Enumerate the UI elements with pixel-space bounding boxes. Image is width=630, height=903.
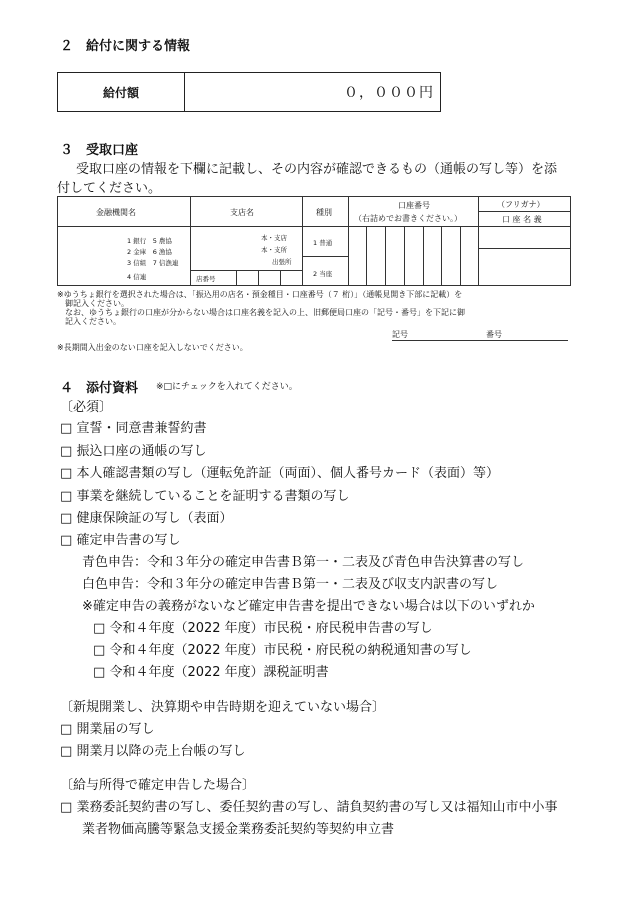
store-number-label: 店番号: [196, 275, 216, 283]
checkbox-icon[interactable]: □: [60, 466, 73, 481]
section2-heading: ２ 給付に関する情報: [60, 39, 191, 54]
new-business-item-ledger[interactable]: [60, 740, 245, 759]
new-business-item-label: 開業月以降の売上台帳の写し: [76, 744, 246, 759]
account-type-toza: 2 当座: [313, 270, 333, 278]
salary-item-label-line1: 業務委託契約書の写し、委任契約書の写し、請負契約書の写し又は福知山市中小事: [76, 800, 558, 815]
new-business-item-label: 開業届の写し: [76, 722, 155, 737]
section3-heading: ３ 受取口座: [60, 143, 139, 158]
note-yucho-2: 御記入ください。: [57, 299, 129, 308]
checkbox-icon[interactable]: □: [93, 621, 106, 636]
checkbox-icon[interactable]: □: [60, 744, 73, 759]
section3-intro-line1: 受取口座の情報を下欄に記載し、その内容が確認できるもの（通帳の写し等）を添: [76, 162, 558, 177]
checkbox-icon[interactable]: □: [60, 800, 73, 815]
bank-type-3-7: 3 信組 7 信漁連: [127, 259, 179, 267]
checkbox-icon[interactable]: □: [93, 643, 106, 658]
no-return-note: ※確定申告の義務がないなど確定申告書を提出できない場合は以下のいずれか: [82, 599, 535, 614]
branch-type-honshisho: 本・支所: [261, 246, 287, 254]
note-yucho-4: 記入ください。: [57, 317, 121, 326]
header-branch-name: 支店名: [230, 208, 254, 217]
required-item-label: 本人確認書類の写し（運転免許証（両面）、個人番号カード（表面）等）: [76, 466, 499, 481]
bank-type-4: 4 信連: [127, 273, 147, 281]
header-account-number-note: （右詰めでお書きください。）: [354, 214, 462, 223]
bank-type-1-5: 1 銀行 5 農協: [127, 237, 172, 245]
alt-item-label: 令和４年度（2022 年度）課税証明書: [109, 665, 329, 680]
blue-return-text: 青色申告：令和３年分の確定申告書Ｂ第一・二表及び青色申告決算書の写し: [82, 555, 525, 570]
new-business-item-notice[interactable]: [60, 718, 154, 737]
alt-item-tax-certificate[interactable]: [93, 661, 329, 680]
section4-heading-note: ※□にチェックを入れてください。: [156, 382, 298, 392]
white-return-text: 白色申告：令和３年分の確定申告書Ｂ第一・二表及び収支内訳書の写し: [82, 577, 499, 592]
alt-item-label: 令和４年度（2022 年度）市民税・府民税申告書の写し: [109, 621, 433, 636]
kigo-bango-underline: [392, 340, 568, 341]
amount-box: [57, 72, 441, 112]
alt-item-label: 令和４年度（2022 年度）市民税・府民税の納税通知書の写し: [109, 643, 472, 658]
header-furigana: （フリガナ）: [497, 200, 545, 209]
section3-intro-line2: 付してください。: [57, 181, 162, 196]
salary-label: 〔給与所得で確定申告した場合〕: [60, 778, 256, 793]
required-item-label: 事業を継続していることを証明する書類の写し: [76, 489, 350, 504]
checkbox-icon[interactable]: □: [60, 421, 73, 436]
checkbox-icon[interactable]: □: [60, 444, 73, 459]
required-item-label: 宣誓・同意書兼誓約書: [76, 421, 207, 436]
kigo-label: 記号: [392, 330, 408, 339]
header-type: 種別: [316, 208, 332, 217]
required-item-id[interactable]: [60, 462, 499, 481]
checkbox-icon[interactable]: □: [93, 665, 106, 680]
required-item-label: 確定申告書の写し: [76, 533, 181, 548]
header-holder-name: 口 座 名 義: [502, 215, 542, 224]
required-label: 〔必須〕: [60, 400, 113, 415]
amount-label: 給付額: [58, 73, 185, 111]
branch-type-honshiten: 本・支店: [261, 234, 287, 242]
section4-heading: ４ 添付資料: [60, 381, 139, 396]
bango-label: 番号: [486, 330, 502, 339]
account-type-futsu: 1 普通: [313, 239, 333, 247]
note-yucho-3: なお、ゆうちょ銀行の口座が分からない場合は口座名義を記入の上、旧郵便局口座の「記号・番号」を下記に御: [57, 308, 465, 317]
bank-type-2-6: 2 金庫 6 漁協: [127, 248, 172, 256]
alt-item-declaration[interactable]: [93, 617, 433, 636]
salary-item-label-line2: 業者物価高騰等緊急支援金業務委託契約等契約申立書: [82, 822, 395, 837]
salary-item[interactable]: [60, 796, 557, 815]
required-item-label: 健康保険証の写し（表面）: [76, 511, 233, 526]
branch-type-shutchojo: 出張所: [272, 258, 292, 266]
checkbox-icon[interactable]: □: [60, 489, 73, 504]
required-item-oath[interactable]: [60, 417, 206, 436]
new-business-label: 〔新規開業し、決算期や申告時期を迎えていない場合〕: [60, 700, 386, 715]
required-item-label: 振込口座の通帳の写し: [76, 444, 207, 459]
amount-value: ０，０００円: [344, 85, 434, 101]
header-account-number: 口座番号: [398, 201, 430, 210]
required-item-continuation[interactable]: [60, 485, 349, 504]
alt-item-tax-notice[interactable]: [93, 639, 472, 658]
required-item-insurance[interactable]: [60, 507, 232, 526]
checkbox-icon[interactable]: □: [60, 722, 73, 737]
required-item-passbook[interactable]: [60, 440, 206, 459]
checkbox-icon[interactable]: □: [60, 511, 73, 526]
note-yucho-1: ※ゆうちょ銀行を選択された場合は、「振込用の店名・預金種目・口座番号（７ 桁）」（通帳見開き下部に記載）を: [57, 290, 463, 299]
checkbox-icon[interactable]: □: [60, 533, 73, 548]
required-item-tax-return[interactable]: [60, 529, 180, 548]
header-bank-name: 金融機関名: [96, 208, 136, 217]
long-dormant-note: ※長期間入出金のない口座を記入しないでください。: [57, 343, 248, 352]
